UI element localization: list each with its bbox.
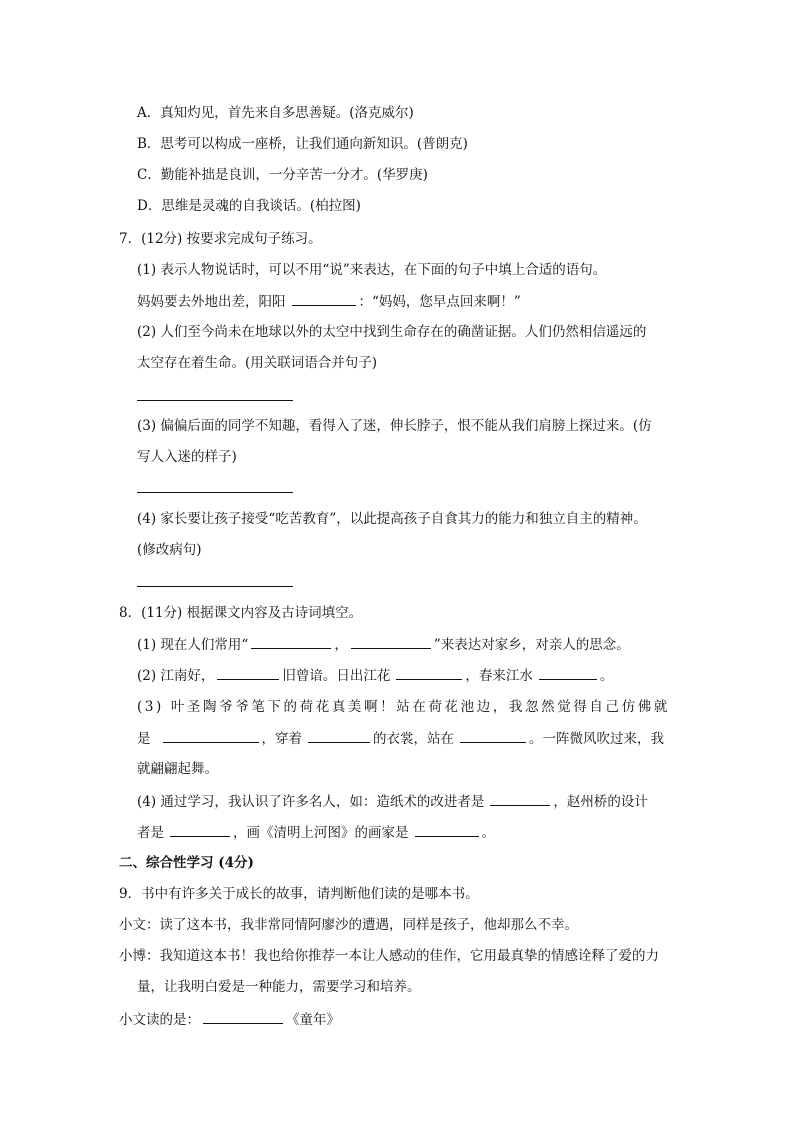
q8-title: 8．(11分) 根据课文内容及古诗词填空。 (119, 605, 363, 621)
q8-part4-blank-2[interactable] (170, 822, 230, 837)
q8-part1-text-c: ”来表达对家乡，对亲人的思念。 (433, 637, 630, 653)
q8-part3-blank-2[interactable] (308, 728, 370, 743)
q7-part1-text-b: ：“妈妈，您早点回来啊！” (358, 294, 521, 310)
q8-part3-text-a: 是 (137, 731, 151, 747)
q8-part2-blank-3[interactable] (539, 665, 597, 680)
q8-part4-text-a: (4) 通过学习，我认识了许多名人，如：造纸术的改进者是 (137, 794, 485, 810)
q8-part4-text-c: 者是 (137, 825, 164, 841)
q8-part1-blank-2[interactable] (351, 634, 431, 649)
q8-part3-text-c: 的衣裳，站在 (373, 731, 454, 747)
q6-option-d: D．思维是灵魂的自我谈话。(柏拉图) (137, 198, 361, 214)
q8-part4-text-b: ，赵州桥的设计 (553, 794, 648, 810)
q9-xiaowen: 小文：读了这本书，我非常同情阿廖沙的遭遇，同样是孩子，他却那么不幸。 (119, 917, 578, 933)
q9-title: 9．书中有许多关于成长的故事，请判断他们读的是哪本书。 (119, 886, 479, 902)
q6-option-c: C．勤能补拙是良训，一分辛苦一分才。(华罗庚) (137, 167, 428, 183)
q7-part3-line1: (3) 偏偏后面的同学不知趣，看得入了迷，伸长脖子，恨不能从我们肩膀上探过来。(仿 (137, 418, 652, 434)
q8-part2-text-a: (2) 江南好， (137, 668, 215, 684)
q8-part3-line1: (3) 叶圣陶爷爷笔下的荷花真美啊！站在荷花池边，我忽然觉得自己仿佛就 (137, 699, 670, 715)
q9-answer-book: 《童年》 (286, 1012, 340, 1028)
q7-part4-answer-line[interactable] (137, 586, 293, 587)
q8-part2-text-c: ，春来江水 (465, 668, 533, 684)
q8-part2 (137, 665, 613, 686)
q8-part3-blank-3[interactable] (460, 728, 526, 743)
q8-part4-line2 (137, 822, 495, 843)
section-2-heading: 二、综合性学习 (4分) (119, 855, 254, 871)
q7-part3-line2: 写人入迷的样子) (137, 449, 237, 465)
q7-part1-blank[interactable] (292, 291, 356, 306)
q7-part2-answer-line[interactable] (137, 400, 293, 401)
q8-part4-text-d: ，画《清明上河图》的画家是 (233, 825, 409, 841)
q7-part1-instruction: (1) 表示人物说话时，可以不用“说”来表达，在下面的句子中填上合适的语句。 (137, 262, 607, 278)
q9-xiaobo-line1: 小博：我知道这本书！我也给你推荐一本让人感动的佳作，它用最真挚的情感诠释了爱的力 (119, 948, 659, 964)
q8-part1-blank-1[interactable] (251, 634, 331, 649)
q7-part1-text-a: 妈妈要去外地出差，阳阳 (137, 294, 286, 310)
q8-part1-text-a: (1) 现在人们常用“ (137, 637, 249, 653)
q8-part3-text-b: ，穿着 (261, 731, 302, 747)
q9-xiaobo-line2: 量，让我明白爱是一种能力，需要学习和培养。 (137, 979, 421, 995)
q7-part4-line2: (修改病句) (137, 542, 202, 558)
q7-part3-answer-line[interactable] (137, 492, 293, 493)
q8-part4-text-e: 。 (481, 825, 495, 841)
q8-part1 (137, 634, 630, 655)
q8-part2-text-b: 旧曾谙。日出江花 (282, 668, 391, 684)
q6-option-a: A．真知灼见，首先来自多思善疑。(洛克威尔) (137, 105, 414, 121)
q7-part2-line1: (2) 人们至今尚未在地球以外的太空中找到生命存在的确凿证据。人们仍然相信遥远的 (137, 324, 647, 340)
q8-part2-text-d: 。 (599, 668, 614, 684)
q9-answer-blank[interactable] (203, 1009, 283, 1024)
q7-part1-sentence (137, 291, 521, 312)
q8-part4-line1 (137, 791, 648, 812)
q8-part4-blank-3[interactable] (415, 822, 479, 837)
q8-part2-blank-1[interactable] (217, 665, 279, 680)
q8-part4-blank-1[interactable] (490, 791, 550, 806)
q8-part3-line3: 就翩翩起舞。 (137, 761, 218, 777)
q7-part2-line2: 太空存在着生命。(用关联词语合并句子) (137, 355, 378, 371)
q8-part2-blank-2[interactable] (396, 665, 462, 680)
q8-part1-text-b: ， (334, 637, 348, 653)
q9-answer-label: 小文读的是： (119, 1012, 200, 1028)
q8-part3-line2 (137, 728, 664, 749)
q7-title: 7．(12分) 按要求完成句子练习。 (119, 231, 322, 247)
q7-part4-line1: (4) 家长要让孩子接受“吃苦教育”，以此提高孩子自食其力的能力和独立自主的精神。 (137, 511, 647, 527)
q6-option-b: B．思考可以构成一座桥，让我们通向新知识。(普朗克) (137, 136, 468, 152)
q8-part3-blank-1[interactable] (163, 728, 259, 743)
q9-answer (119, 1009, 340, 1030)
q8-part3-text-d: 。一阵微风吹过来，我 (529, 731, 664, 747)
